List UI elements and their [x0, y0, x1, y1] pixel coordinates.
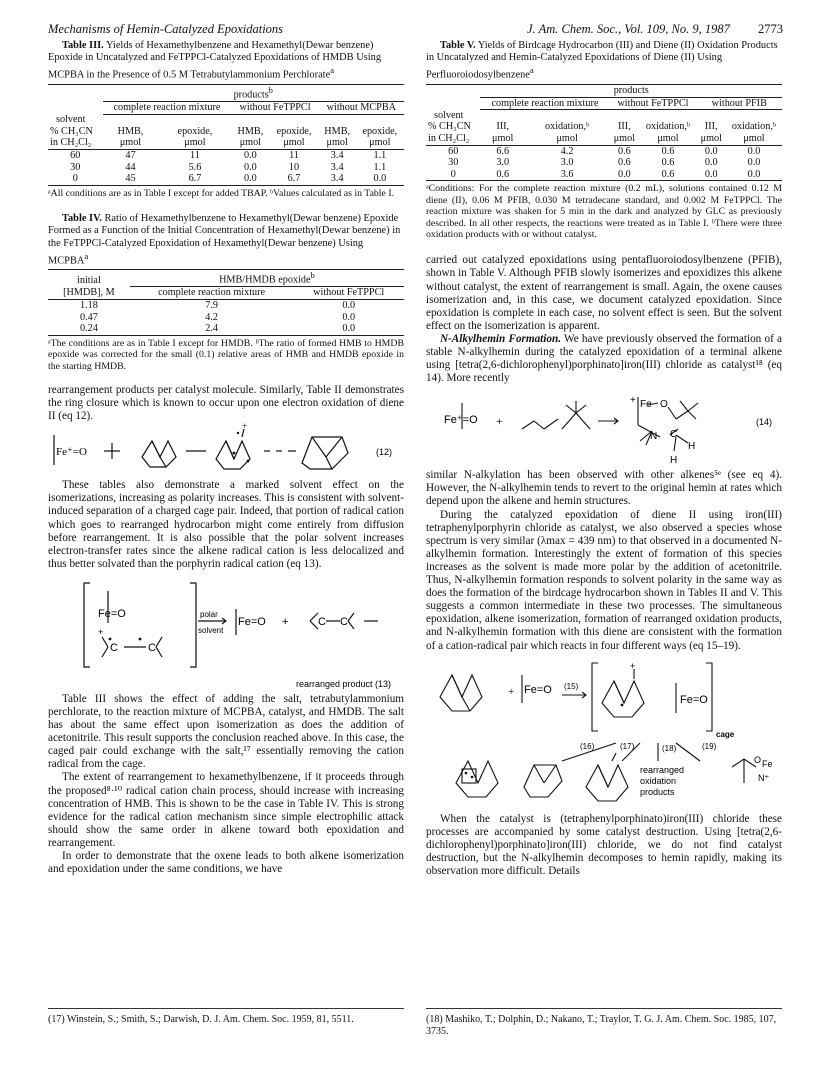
table-row: 30 44 5.6 0.0 10 3.4 1.1: [70, 161, 387, 173]
table-row: 60 6.6 4.2 0.6 0.6 0.0 0.0: [448, 145, 761, 157]
right-column: [426, 40, 782, 878]
svg-text:(17): (17): [620, 741, 635, 751]
table-5: [426, 40, 782, 240]
svg-text:(19): (19): [702, 741, 717, 751]
table-row: 0.47 4.2 0.0: [80, 311, 356, 323]
svg-text:C: C: [110, 641, 118, 654]
table-5-caption: Table V. Yields of Birdcage Hydrocarbon (III) and Diene (II) Oxidation Products in Uncatalyzed and Hemin-Catalyzed Epoxidations of Diene (II) Using Perfluoroiodosylbenzene$^a$: [426, 40, 778, 81]
svg-text:Fe=O: Fe=O: [238, 615, 266, 628]
svg-text:C: C: [340, 615, 348, 628]
svg-text:+: +: [508, 685, 515, 698]
footnote-rule: [426, 1008, 782, 1009]
equation-13-drawing: [48, 577, 404, 693]
equation-14: [426, 385, 782, 469]
svg-text:(16): (16): [580, 741, 595, 751]
svg-text:(14): (14): [756, 417, 773, 428]
svg-text:cage: cage: [716, 729, 735, 739]
svg-text:+: +: [98, 626, 104, 637]
svg-text:C: C: [670, 429, 678, 441]
table-row: 30 3.0 3.0 0.6 0.6 0.0 0.0: [448, 157, 761, 169]
running-head-title: Mechanisms of Hemin-Catalyzed Epoxidations: [48, 22, 284, 36]
table-row: 1.18 7.9 0.0: [80, 299, 356, 311]
table-5-grid: products complete reaction mixture without FeTPPCl without PFIB solvent % CH₃CN III, oxidation,ᵇ III, oxidation,ᵇ III, oxidation,ᵇ in CH₂Cl₂ μmol μmol μmol μmol μmol μmol 60 6.6 4.2 0.6 0.6 0.0 0.0 30 3.0 3.0 0.6 0.6 0.0 0.0 0 0.6 3.6 0.0 0.6 0.0 0.0: [426, 84, 782, 181]
body-paragraph: rearrangement products per catalyst molecule. Similarly, Table II demonstrates the ring closure which is known to occur upon one electron oxidation of diene II (eq 12).: [48, 383, 404, 423]
running-head-journal: J. Am. Chem. Soc., Vol. 109, No. 9, 1987: [527, 22, 730, 36]
body-paragraph: These tables also demonstrate a marked solvent effect on the isomerizations, increasing as polarity increases. This is consistent with solvent-induced separation of a charged cage pair. Indeed, that portion of radical cation which goes to rearranged hydrocarbon might come entirely from diffusion before rearrangement. It is also possible that the polar solvent increases electron-transfer rates since the alkene radical cation is less delocalized and thus better solvated than the porphyrin radical cation (eq 13).: [48, 479, 404, 570]
scheme-15-19-drawing: [426, 657, 782, 813]
svg-text:O: O: [660, 399, 668, 411]
svg-text:C: C: [148, 641, 156, 654]
svg-text:+: +: [282, 615, 289, 628]
svg-text:oxidation: oxidation: [640, 775, 677, 786]
svg-text:Fe: Fe: [762, 758, 773, 769]
footnote-rule: [48, 1008, 404, 1009]
equation-12: [48, 423, 404, 479]
svg-text:polar: polar: [200, 609, 218, 619]
section-heading: N-Alkylhemin Formation.: [440, 332, 562, 345]
reference-17: (17) Winstein, S.; Smith, S.; Darwish, D. J. Am. Chem. Soc. 1959, 81, 5511.: [48, 1014, 354, 1025]
table-4: [48, 213, 404, 372]
svg-text:H: H: [670, 455, 678, 467]
table-4-footnote: ᵃThe conditions are as in Table I except for HMDB. ᵇThe ratio of formed HMB to HMDB epoxide was corrected for the small (0.1) relative areas of HMB and HMDB epoxide in the starting HMDB.: [48, 337, 404, 372]
body-paragraph: The extent of rearrangement to hexamethylbenzene, if it proceeds through the proposed⁸·¹⁰ radical cation chain process, should increase with increasing concentration of HMB. This is shown to be the case in Table IV. This is strong evidence for the radical cation mechanism since simple electrophilic attack should show the same order in alkene toward both epoxidation and rearrangement.: [48, 771, 404, 849]
svg-text:(12): (12): [376, 447, 393, 458]
svg-text:Fe=O: Fe=O: [524, 683, 552, 696]
table-4-grid: initial HMB/HMDB epoxide$^b$ [HMDB], M complete reaction mixture without FeTPPCl 1.18 7.9 0.0 0.47 4.2 0.0 0.24 2.4 0.0: [48, 269, 404, 335]
body-paragraph: Table III shows the effect of adding the salt, tetrabutylammonium perchlorate, to the reaction mixture of MCPBA, catalyst, and HMDB. The salt has about the same effect upon isomerization as does the addition of acetonitrile. This result supports the conclusion reached above. In this case, the caged pair could exchange with the salt,¹⁷ essentially removing the cation radical from the cage.: [48, 692, 404, 771]
svg-text:Fe⁺=O: Fe⁺=O: [56, 446, 87, 459]
reference-18: (18) Mashiko, T.; Dolphin, D.; Nakano, T.; Traylor, T. G. J. Am. Chem. Soc. 1985, 107, 3735.: [426, 1014, 777, 1037]
svg-text:O: O: [754, 754, 762, 765]
equation-12-drawing: [48, 423, 404, 479]
svg-text:Fe=O: Fe=O: [680, 693, 708, 706]
svg-text:+: +: [630, 395, 636, 407]
body-paragraph: In order to demonstrate that the oxene leads to both alkene isomerization and epoxidation under the same conditions, we have: [48, 850, 404, 876]
svg-text:(15): (15): [564, 681, 579, 691]
svg-text:N: N: [650, 431, 658, 443]
table-5-footnote: ᵃConditions: For the complete reaction mixture (0.2 mL), solutions contained 0.12 M diene (II), 0.06 M PFIB, 0.030 M tetradecane standard, and 0.002 M FeTPPCl. The reaction mixture was shaken for 5 min in the dark and analyzed by GLC as previously described. In all other respects, the reactions were treated as in Table I. ᵇThere were three oxidation products with or without catalyst.: [426, 183, 782, 240]
svg-text:rearranged product (13): rearranged product (13): [296, 678, 392, 689]
table-3-grid: products$^b$ complete reaction mixture without FeTPPCl without MCPBA solvent % CH₃CN HMB, epoxide, HMB, epoxide, HMB, epoxide, in CH₂Cl₂ μmol μmol μmol μmol μmol μmol 60 47 11 0.0 11 3.4 1.1 30 44 5.6 0.0 10 3.4 1.1 0 45 6.7 0.0 6.7 3.4 0.0: [48, 84, 404, 186]
table-3-footnote: ᵃAll conditions are as in Table I except for added TBAP. ᵇValues calculated as in Table I.: [48, 187, 395, 199]
scheme-15-19: [426, 657, 782, 813]
body-paragraph: During the catalyzed epoxidation of diene II using iron(III) tetraphenylporphyrin chloride as catalyst, we also observed a species whose spectrum is very similar (λmax = 439 nm) to that observed in a documented N-alkylhemin formation. Interestingly the extent of formation of this species increases as the solvent is made more polar by the addition of acetonitrile. Thus, N-alkylhemin formation responds to solvent polarity in the same way as does the formation of the birdcage hydrocarbon shown in Tables II and V. This suggests a common intermediate in these two processes. The simultaneous epoxidation, alkene isomerization, formation of rearranged oxidation products, and N-alkylhemin formation with this diene are consistent with the formation of a cation-radical pair which reacts in four different ways (eq 15–19).: [426, 508, 782, 652]
svg-text:+: +: [242, 423, 248, 432]
left-column: [48, 40, 404, 876]
body-paragraph: When the catalyst is (tetraphenylporphinato)iron(III) chloride these processes are accompanied by some catalyst destruction. Using [tetra(2,6-dichlorophenyl)porphinato]iron(III) chloride, we do not find catalyst destruction, but the N-alkylhemin decomposes to hemin rapidly, making its observation more difficult. Details: [426, 812, 782, 877]
svg-text:(18): (18): [662, 743, 677, 753]
svg-text:solvent: solvent: [198, 625, 224, 635]
table-row: 0 45 6.7 0.0 6.7 3.4 0.0: [48, 173, 404, 185]
table-row: 0.24 2.4 0.0: [48, 323, 404, 335]
page-number: 2773: [758, 22, 783, 36]
table-row: 60 47 11 0.0 11 3.4 1.1: [70, 149, 387, 161]
body-paragraph: N-Alkylhemin Formation. We have previously observed the formation of a stable N-alkylhemin during the catalyzed epoxidation of a terminal alkene using [tetra(2,6-dichlorophenyl)porphinato]iron(III) chloride as catalyst¹⁸ (eq 14). More recently: [426, 332, 782, 385]
body-paragraph: similar N-alkylation has been observed with other alkenes⁵ᵉ (see eq 4). However, the N-alkylhemin tends to revert to the original hemin at rates which depend upon the alkene and hemin structures.: [426, 469, 782, 508]
svg-text:Fe: Fe: [640, 399, 652, 411]
table-3-caption: Table III. Yields of Hexamethylbenzene and Hexamethyl(Dewar benzene) Epoxide in Uncatalyzed and FeTPPCl-Catalyzed Epoxidations of HMDB Using MCPBA in the Presence of 0.5 M Tetrabutylammonium Perchlorate$^a$: [48, 40, 382, 81]
svg-text:products: products: [640, 786, 675, 797]
svg-text:H: H: [688, 441, 696, 453]
svg-text:Fe=O: Fe=O: [98, 607, 126, 620]
equation-13: [48, 577, 404, 693]
svg-text:Fe⁺=O: Fe⁺=O: [444, 414, 478, 427]
body-paragraph: carried out catalyzed epoxidations using pentafluoroiodosylbenzene (PFIB), shown in Table V. Although PFIB slowly isomerizes and epoxidizes this alkene without catalyst, the extent of rearrangement is small. Again, the oxene causes isomerization and, in this case, we document catalyzed epoxidation. Since epoxidation is complete in each case, no solvent effect is seen. But the solvent effect on the isomerization is apparent.: [426, 254, 782, 332]
svg-text:N⁺: N⁺: [758, 772, 770, 783]
table-3: [48, 40, 404, 199]
table-row: 0 0.6 3.6 0.0 0.6 0.0 0.0: [426, 169, 782, 181]
svg-text:+: +: [496, 414, 503, 429]
svg-text:rearranged: rearranged: [640, 764, 685, 775]
svg-text:+: +: [630, 660, 636, 671]
table-4-caption: Table IV. Ratio of Hexamethylbenzene to Hexamethyl(Dewar benzene) Epoxide Formed as a Function of the Initial Concentration of Hexamethyl(Dewar benzene) in the FeTPPCl-Catalyzed Epoxidation of Hexamethyl(Dewar benzene) Using MCPBA$^a$: [48, 213, 401, 267]
equation-14-drawing: [426, 385, 782, 469]
svg-text:C: C: [318, 615, 326, 628]
